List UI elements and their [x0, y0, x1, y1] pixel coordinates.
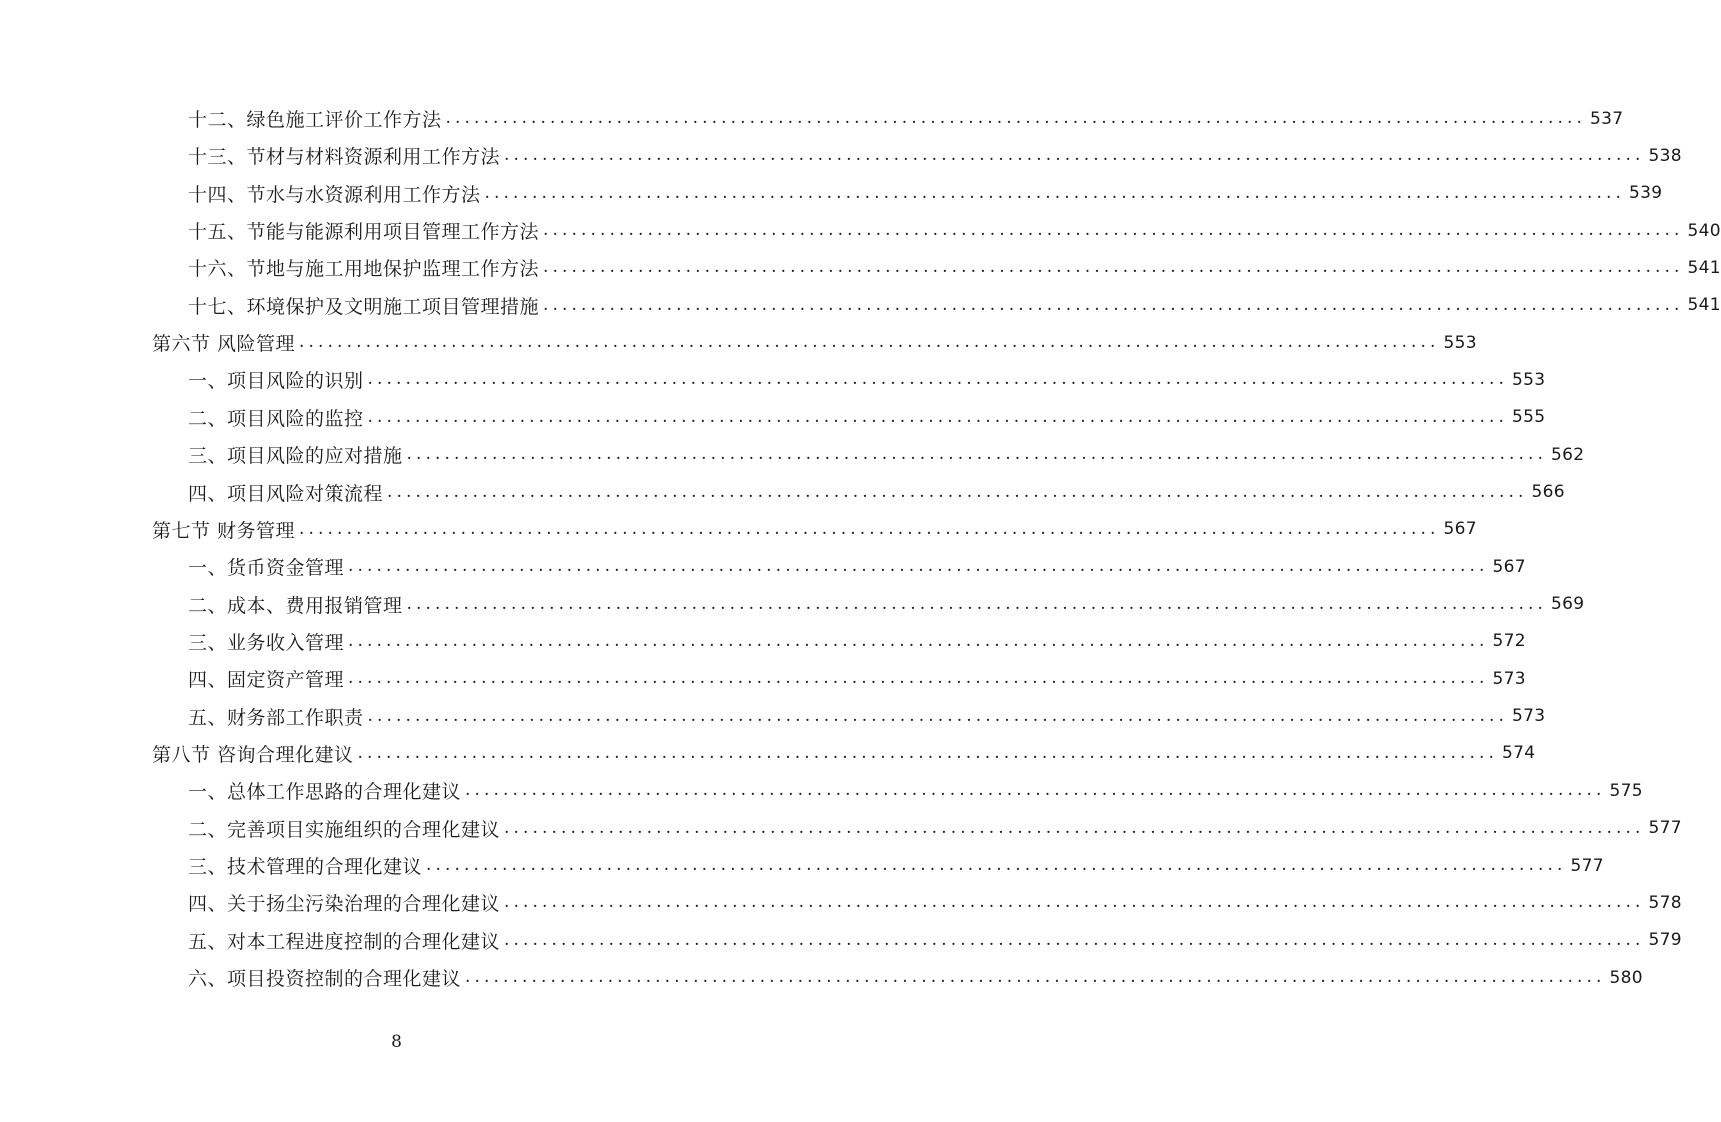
toc-entry-page: 540	[1687, 220, 1721, 241]
toc-entry-title: 十六、节地与施工用地保护监理工作方法	[188, 258, 540, 281]
toc-entry	[188, 100, 1624, 137]
toc-entry	[188, 922, 1682, 959]
toc-entry-title: 第七节 财务管理	[152, 519, 296, 542]
toc-entry-page: 553	[1443, 332, 1477, 353]
toc-section-entry	[152, 511, 1477, 548]
toc-dot-leader: ........................................................................................................................	[367, 406, 1508, 427]
toc-dot-leader: ........................................................................................................................	[387, 481, 1528, 502]
toc-entry-title: 六、项目投资控制的合理化建议	[188, 968, 462, 991]
toc-dot-leader: ........................................................................................................................	[445, 108, 1586, 128]
toc-dot-leader: ........................................................................................................................	[465, 780, 1606, 801]
toc-entry-title: 二、成本、费用报销管理	[188, 594, 403, 617]
toc-dot-leader: ........................................................................................................................	[299, 332, 1440, 353]
toc-dot-leader: ........................................................................................................................	[348, 630, 1489, 651]
toc-entry-title: 十五、节能与能源利用项目管理工作方法	[188, 221, 540, 244]
toc-dot-leader: ........................................................................................................................	[348, 668, 1489, 689]
toc-entry	[188, 959, 1643, 996]
toc-entry	[188, 249, 1721, 286]
toc-entry	[188, 810, 1682, 847]
toc-dot-leader: ........................................................................................................................	[504, 929, 1645, 950]
toc-dot-leader: ........................................................................................................................	[543, 257, 1684, 278]
toc-entry-title: 十三、节材与材料资源利用工作方法	[188, 146, 501, 169]
toc-entry-page: 578	[1648, 892, 1682, 913]
toc-dot-leader: ........................................................................................................................	[504, 817, 1645, 838]
toc-entry	[188, 884, 1682, 921]
toc-entry-title: 第八节 咨询合理化建议	[152, 743, 354, 766]
toc-entry-title: 三、业务收入管理	[188, 631, 345, 654]
toc-dot-leader: ........................................................................................................................	[543, 220, 1684, 241]
toc-dot-leader: ........................................................................................................................	[367, 705, 1508, 726]
toc-entry-page: 567	[1492, 556, 1526, 577]
toc-entry-page: 539	[1628, 183, 1663, 204]
toc-entry-page: 553	[1511, 369, 1546, 390]
toc-dot-leader: ........................................................................................................................	[406, 444, 1547, 465]
toc-entry-title: 五、财务部工作职责	[188, 706, 364, 729]
toc-entry	[188, 847, 1604, 884]
toc-entry-title: 二、完善项目实施组织的合理化建议	[188, 818, 501, 841]
toc-entry-page: 574	[1502, 743, 1536, 764]
toc-entry	[188, 772, 1643, 809]
toc-entry-page: 577	[1570, 855, 1604, 876]
toc-entry-page: 537	[1589, 108, 1624, 129]
toc-entry	[188, 474, 1565, 511]
toc-entry-title: 十七、环境保护及文明施工项目管理措施	[188, 295, 540, 318]
toc-entry-title: 三、项目风险的应对措施	[188, 445, 403, 468]
toc-entry-page: 541	[1687, 257, 1721, 278]
toc-entry-page: 573	[1511, 706, 1546, 727]
toc-entry	[188, 399, 1546, 436]
toc-dot-leader: ........................................................................................................................	[357, 742, 1499, 763]
toc-entry	[188, 137, 1682, 174]
toc-entry-title: 一、货币资金管理	[188, 557, 345, 580]
toc-entry	[188, 586, 1585, 623]
toc-entry	[188, 212, 1721, 249]
page-number: 8	[391, 1032, 402, 1052]
toc-entry	[188, 698, 1546, 735]
toc-entry-page: 575	[1609, 780, 1643, 801]
toc-entry-title: 十四、节水与水资源利用工作方法	[188, 183, 481, 206]
toc-entry-title: 三、技术管理的合理化建议	[188, 856, 423, 878]
toc-entry	[188, 548, 1526, 585]
toc-entry-page: 562	[1550, 444, 1585, 465]
toc-entry-title: 五、对本工程进度控制的合理化建议	[188, 930, 501, 953]
toc-dot-leader: ........................................................................................................................	[406, 593, 1547, 614]
toc-dot-leader: ........................................................................................................................	[504, 892, 1645, 913]
toc-entry-page: 541	[1687, 295, 1721, 316]
toc-dot-leader: ........................................................................................................................	[484, 182, 1625, 203]
toc-entry-page: 555	[1511, 407, 1546, 428]
toc-entry-page: 538	[1648, 145, 1682, 166]
toc-dot-leader: ........................................................................................................................	[543, 294, 1684, 315]
toc-dot-leader: ........................................................................................................................	[426, 855, 1567, 875]
toc-entry-page: 567	[1443, 519, 1477, 540]
toc-entry-title: 一、项目风险的识别	[188, 370, 364, 393]
toc-entry-page: 569	[1550, 594, 1585, 615]
toc-entry-page: 580	[1609, 967, 1643, 988]
toc-entry-page: 572	[1492, 631, 1526, 652]
toc-dot-leader: ........................................................................................................................	[504, 145, 1645, 166]
toc-dot-leader: ........................................................................................................................	[465, 967, 1606, 988]
toc-dot-leader: ........................................................................................................................	[348, 556, 1489, 577]
toc-dot-leader: ........................................................................................................................	[299, 518, 1440, 539]
toc-entry-title: 四、项目风险对策流程	[188, 482, 384, 505]
toc-entry-title: 二、项目风险的监控	[188, 407, 364, 430]
toc-entry-page: 573	[1492, 668, 1526, 689]
toc-entry	[188, 660, 1526, 697]
toc-entry-page: 566	[1531, 482, 1565, 502]
toc-entry-page: 577	[1648, 818, 1682, 839]
toc-entry	[188, 361, 1546, 398]
toc-entry-title: 四、固定资产管理	[188, 669, 345, 692]
toc-section-entry	[152, 735, 1536, 772]
toc-entry	[188, 287, 1721, 324]
toc-section-entry	[152, 324, 1477, 361]
toc-dot-leader: ........................................................................................................................	[367, 369, 1508, 390]
toc-entry	[188, 175, 1663, 212]
toc-entry-page: 579	[1648, 930, 1682, 951]
toc-entry	[188, 623, 1526, 660]
toc-entry-title: 十二、绿色施工评价工作方法	[188, 109, 442, 131]
toc-entry-title: 第六节 风险管理	[152, 333, 296, 356]
toc-entry	[188, 436, 1585, 473]
toc-entry-title: 一、总体工作思路的合理化建议	[188, 781, 462, 804]
toc-entry-title: 四、关于扬尘污染治理的合理化建议	[188, 893, 501, 916]
